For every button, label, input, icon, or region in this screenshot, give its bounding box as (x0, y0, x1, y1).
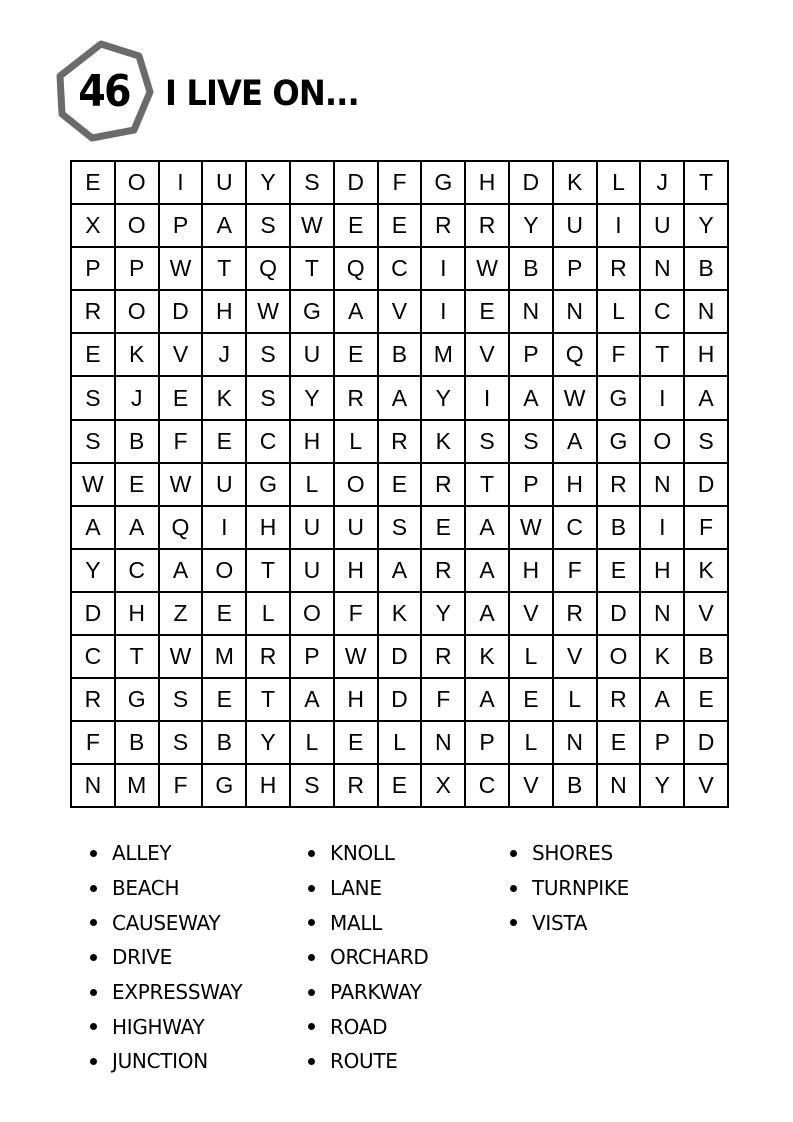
grid-cell: F (598, 334, 642, 377)
word-search-grid (70, 160, 729, 808)
bullet-icon (90, 885, 97, 892)
grid-cell: R (422, 550, 466, 593)
word-list-item (308, 1044, 429, 1079)
grid-cell: W (554, 377, 598, 420)
grid-cell: I (422, 291, 466, 334)
word-label: SHORES (532, 841, 613, 866)
grid-cell: O (291, 593, 335, 636)
grid-cell: L (247, 593, 291, 636)
grid-cell: O (598, 636, 642, 679)
grid-cell: Y (72, 550, 116, 593)
grid-cell: V (685, 593, 729, 636)
grid-cell: B (510, 248, 554, 291)
grid-cell: R (422, 205, 466, 248)
grid-cell: H (335, 679, 379, 722)
grid-cell: Q (335, 248, 379, 291)
grid-cell: E (203, 679, 247, 722)
grid-cell: W (335, 636, 379, 679)
grid-cell: E (379, 205, 423, 248)
grid-cell: E (203, 593, 247, 636)
grid-cell: U (291, 334, 335, 377)
grid-cell: S (291, 765, 335, 808)
grid-cell: N (510, 291, 554, 334)
word-label: ORCHARD (330, 945, 429, 970)
grid-cell: H (466, 162, 510, 205)
grid-cell: V (685, 765, 729, 808)
word-label: ALLEY (112, 841, 172, 866)
grid-cell: W (510, 507, 554, 550)
grid-cell: N (554, 722, 598, 765)
grid-cell: N (641, 248, 685, 291)
word-label: ROAD (330, 1014, 388, 1039)
bullet-icon (510, 850, 517, 857)
grid-cell: G (598, 377, 642, 420)
grid-cell: Y (422, 593, 466, 636)
grid-cell: G (116, 679, 160, 722)
grid-cell: K (203, 377, 247, 420)
word-list-item (90, 836, 242, 871)
grid-cell: L (510, 722, 554, 765)
bullet-icon (510, 919, 517, 926)
grid-cell: P (510, 464, 554, 507)
grid-cell: H (116, 593, 160, 636)
grid-cell: E (685, 679, 729, 722)
grid-cell: Y (247, 162, 291, 205)
word-list-column-2 (308, 836, 429, 1079)
puzzle-number: 46 (78, 65, 130, 117)
grid-cell: T (685, 162, 729, 205)
word-list-item (90, 1009, 242, 1044)
word-label: EXPRESSWAY (112, 980, 243, 1005)
grid-cell: D (379, 636, 423, 679)
grid-cell: B (554, 765, 598, 808)
grid-cell: C (247, 421, 291, 464)
grid-cell: V (160, 334, 204, 377)
grid-cell: R (554, 593, 598, 636)
grid-cell: K (641, 636, 685, 679)
grid-cell: A (379, 550, 423, 593)
grid-cell: T (291, 248, 335, 291)
puzzle-number-badge (54, 40, 154, 142)
word-list-item (90, 1044, 242, 1079)
grid-cell: H (247, 765, 291, 808)
word-list-item (308, 905, 429, 940)
grid-cell: U (641, 205, 685, 248)
grid-cell: O (641, 421, 685, 464)
grid-cell: L (335, 421, 379, 464)
bullet-icon (308, 989, 315, 996)
grid-cell: A (466, 550, 510, 593)
grid-cell: D (685, 722, 729, 765)
grid-cell: C (116, 550, 160, 593)
grid-cell: L (598, 291, 642, 334)
grid-cell: E (598, 550, 642, 593)
word-list-item (510, 836, 629, 871)
grid-cell: F (160, 421, 204, 464)
grid-cell: C (379, 248, 423, 291)
bullet-icon (90, 1058, 97, 1065)
grid-cell: I (641, 377, 685, 420)
grid-cell: O (116, 205, 160, 248)
grid-cell: S (247, 334, 291, 377)
grid-cell: Y (510, 205, 554, 248)
grid-cell: R (422, 636, 466, 679)
grid-cell: A (116, 507, 160, 550)
grid-cell: V (379, 291, 423, 334)
grid-cell: G (291, 291, 335, 334)
grid-cell: S (247, 377, 291, 420)
grid-cell: Y (291, 377, 335, 420)
grid-cell: I (641, 507, 685, 550)
grid-cell: F (554, 550, 598, 593)
grid-cell: B (685, 636, 729, 679)
grid-cell: K (554, 162, 598, 205)
grid-cell: Y (422, 377, 466, 420)
grid-cell: F (422, 679, 466, 722)
grid-cell: U (335, 507, 379, 550)
grid-cell: A (641, 679, 685, 722)
grid-cell: Q (554, 334, 598, 377)
word-list-item (90, 905, 242, 940)
grid-cell: H (641, 550, 685, 593)
grid-cell: K (685, 550, 729, 593)
grid-cell: N (685, 291, 729, 334)
word-label: DRIVE (112, 945, 173, 970)
grid-cell: M (203, 636, 247, 679)
word-label: VISTA (532, 910, 588, 935)
word-label: CAUSEWAY (112, 910, 221, 935)
grid-cell: K (466, 636, 510, 679)
grid-cell: M (116, 765, 160, 808)
grid-cell: R (72, 679, 116, 722)
grid-cell: T (203, 248, 247, 291)
grid-cell: N (554, 291, 598, 334)
word-label: PARKWAY (330, 980, 422, 1005)
grid-cell: D (510, 162, 554, 205)
grid-cell: E (116, 464, 160, 507)
grid-cell: L (510, 636, 554, 679)
bullet-icon (90, 954, 97, 961)
grid-cell: F (379, 162, 423, 205)
grid-cell: D (598, 593, 642, 636)
grid-cell: G (247, 464, 291, 507)
grid-cell: E (335, 205, 379, 248)
grid-cell: P (510, 334, 554, 377)
bullet-icon (308, 1058, 315, 1065)
grid-cell: H (291, 421, 335, 464)
grid-cell: L (291, 464, 335, 507)
grid-cell: S (72, 421, 116, 464)
grid-cell: A (160, 550, 204, 593)
grid-cell: E (466, 291, 510, 334)
bullet-icon (90, 850, 97, 857)
grid-cell: B (203, 722, 247, 765)
grid-cell: U (291, 507, 335, 550)
grid-cell: V (554, 636, 598, 679)
grid-cell: O (203, 550, 247, 593)
grid-cell: U (203, 464, 247, 507)
grid-cell: K (379, 593, 423, 636)
grid-cell: I (160, 162, 204, 205)
grid-cell: E (379, 765, 423, 808)
grid-cell: T (641, 334, 685, 377)
grid-cell: E (72, 334, 116, 377)
word-label: KNOLL (330, 841, 395, 866)
grid-cell: V (466, 334, 510, 377)
grid-cell: Y (685, 205, 729, 248)
grid-cell: L (379, 722, 423, 765)
grid-cell: P (641, 722, 685, 765)
word-list-item (308, 871, 429, 906)
grid-cell: C (466, 765, 510, 808)
word-list-item (308, 836, 429, 871)
word-label: LANE (330, 876, 382, 901)
grid-cell: R (466, 205, 510, 248)
grid-cell: E (510, 679, 554, 722)
grid-cell: R (422, 464, 466, 507)
bullet-icon (308, 885, 315, 892)
grid-cell: K (422, 421, 466, 464)
word-list-column-3 (510, 836, 629, 940)
bullet-icon (308, 1023, 315, 1030)
grid-cell: Q (160, 507, 204, 550)
grid-cell: H (203, 291, 247, 334)
grid-cell: C (641, 291, 685, 334)
grid-cell: W (247, 291, 291, 334)
grid-cell: B (598, 507, 642, 550)
grid-cell: S (510, 421, 554, 464)
grid-cell: A (379, 377, 423, 420)
grid-cell: N (422, 722, 466, 765)
word-list-item (510, 871, 629, 906)
word-list-column-1 (90, 836, 242, 1079)
grid-cell: A (291, 679, 335, 722)
word-list-item (90, 975, 242, 1010)
grid-cell: W (160, 464, 204, 507)
grid-cell: J (641, 162, 685, 205)
grid-cell: G (203, 765, 247, 808)
grid-cell: J (116, 377, 160, 420)
word-list-item (90, 940, 242, 975)
grid-cell: H (554, 464, 598, 507)
bullet-icon (510, 885, 517, 892)
grid-cell: P (72, 248, 116, 291)
grid-cell: L (598, 162, 642, 205)
word-label: HIGHWAY (112, 1014, 205, 1039)
grid-cell: D (72, 593, 116, 636)
word-label: TURNPIKE (532, 876, 630, 901)
grid-cell: T (116, 636, 160, 679)
grid-cell: H (685, 334, 729, 377)
grid-cell: Q (247, 248, 291, 291)
bullet-icon (90, 1023, 97, 1030)
grid-cell: V (510, 765, 554, 808)
word-list-item (308, 940, 429, 975)
grid-cell: R (247, 636, 291, 679)
grid-cell: Z (160, 593, 204, 636)
grid-cell: C (72, 636, 116, 679)
grid-cell: R (598, 248, 642, 291)
grid-cell: I (422, 248, 466, 291)
grid-cell: P (291, 636, 335, 679)
grid-cell: E (335, 334, 379, 377)
bullet-icon (90, 919, 97, 926)
grid-cell: A (510, 377, 554, 420)
grid-cell: I (598, 205, 642, 248)
grid-cell: T (247, 550, 291, 593)
grid-cell: W (291, 205, 335, 248)
grid-cell: R (598, 679, 642, 722)
grid-cell: S (379, 507, 423, 550)
grid-cell: W (160, 248, 204, 291)
page-title: I LIVE ON... (165, 74, 359, 114)
grid-cell: A (203, 205, 247, 248)
grid-cell: S (160, 679, 204, 722)
word-list-item (308, 975, 429, 1010)
grid-cell: X (422, 765, 466, 808)
bullet-icon (308, 954, 315, 961)
grid-cell: S (160, 722, 204, 765)
grid-cell: T (466, 464, 510, 507)
bullet-icon (308, 919, 315, 926)
grid-cell: S (72, 377, 116, 420)
grid-cell: D (335, 162, 379, 205)
grid-cell: R (335, 377, 379, 420)
grid-cell: L (291, 722, 335, 765)
grid-cell: A (466, 679, 510, 722)
grid-cell: M (422, 334, 466, 377)
grid-cell: F (72, 722, 116, 765)
grid-cell: B (116, 722, 160, 765)
grid-cell: E (203, 421, 247, 464)
grid-cell: A (685, 377, 729, 420)
grid-cell: A (466, 593, 510, 636)
grid-cell: S (247, 205, 291, 248)
grid-cell: N (598, 765, 642, 808)
grid-cell: U (291, 550, 335, 593)
grid-cell: R (72, 291, 116, 334)
grid-cell: N (72, 765, 116, 808)
grid-cell: X (72, 205, 116, 248)
grid-cell: H (335, 550, 379, 593)
grid-cell: D (160, 291, 204, 334)
grid-cell: D (685, 464, 729, 507)
word-label: ROUTE (330, 1049, 398, 1074)
grid-cell: B (116, 421, 160, 464)
grid-cell: B (685, 248, 729, 291)
grid-cell: W (160, 636, 204, 679)
grid-cell: S (466, 421, 510, 464)
grid-cell: H (510, 550, 554, 593)
grid-cell: A (335, 291, 379, 334)
grid-cell: I (203, 507, 247, 550)
grid-cell: S (685, 421, 729, 464)
grid-cell: R (335, 765, 379, 808)
grid-cell: B (379, 334, 423, 377)
grid-cell: J (203, 334, 247, 377)
word-list-item (308, 1009, 429, 1044)
grid-cell: A (554, 421, 598, 464)
grid-cell: W (72, 464, 116, 507)
grid-cell: D (379, 679, 423, 722)
grid-cell: O (116, 291, 160, 334)
grid-cell: N (641, 593, 685, 636)
grid-cell: L (554, 679, 598, 722)
grid-cell: C (554, 507, 598, 550)
grid-cell: E (335, 722, 379, 765)
grid-cell: Y (247, 722, 291, 765)
word-label: MALL (330, 910, 383, 935)
grid-cell: K (116, 334, 160, 377)
grid-cell: G (598, 421, 642, 464)
grid-cell: R (598, 464, 642, 507)
grid-cell: P (554, 248, 598, 291)
grid-cell: Y (641, 765, 685, 808)
grid-cell: E (72, 162, 116, 205)
grid-cell: P (116, 248, 160, 291)
grid-cell: E (379, 464, 423, 507)
grid-cell: O (335, 464, 379, 507)
grid-cell: F (160, 765, 204, 808)
bullet-icon (90, 989, 97, 996)
grid-cell: P (160, 205, 204, 248)
grid-cell: E (160, 377, 204, 420)
grid-cell: U (203, 162, 247, 205)
grid-cell: W (466, 248, 510, 291)
grid-cell: U (554, 205, 598, 248)
bullet-icon (308, 850, 315, 857)
grid-cell: E (598, 722, 642, 765)
grid-cell: V (510, 593, 554, 636)
grid-cell: G (422, 162, 466, 205)
word-list-item (510, 905, 629, 940)
grid-cell: E (422, 507, 466, 550)
word-label: JUNCTION (112, 1049, 208, 1074)
grid-cell: I (466, 377, 510, 420)
grid-cell: H (247, 507, 291, 550)
grid-cell: F (685, 507, 729, 550)
grid-cell: N (641, 464, 685, 507)
grid-cell: A (72, 507, 116, 550)
grid-cell: S (291, 162, 335, 205)
grid-cell: O (116, 162, 160, 205)
word-list-item (90, 871, 242, 906)
grid-cell: T (247, 679, 291, 722)
grid-cell: P (466, 722, 510, 765)
grid-cell: R (379, 421, 423, 464)
word-label: BEACH (112, 876, 180, 901)
grid-cell: F (335, 593, 379, 636)
grid-cell: A (466, 507, 510, 550)
